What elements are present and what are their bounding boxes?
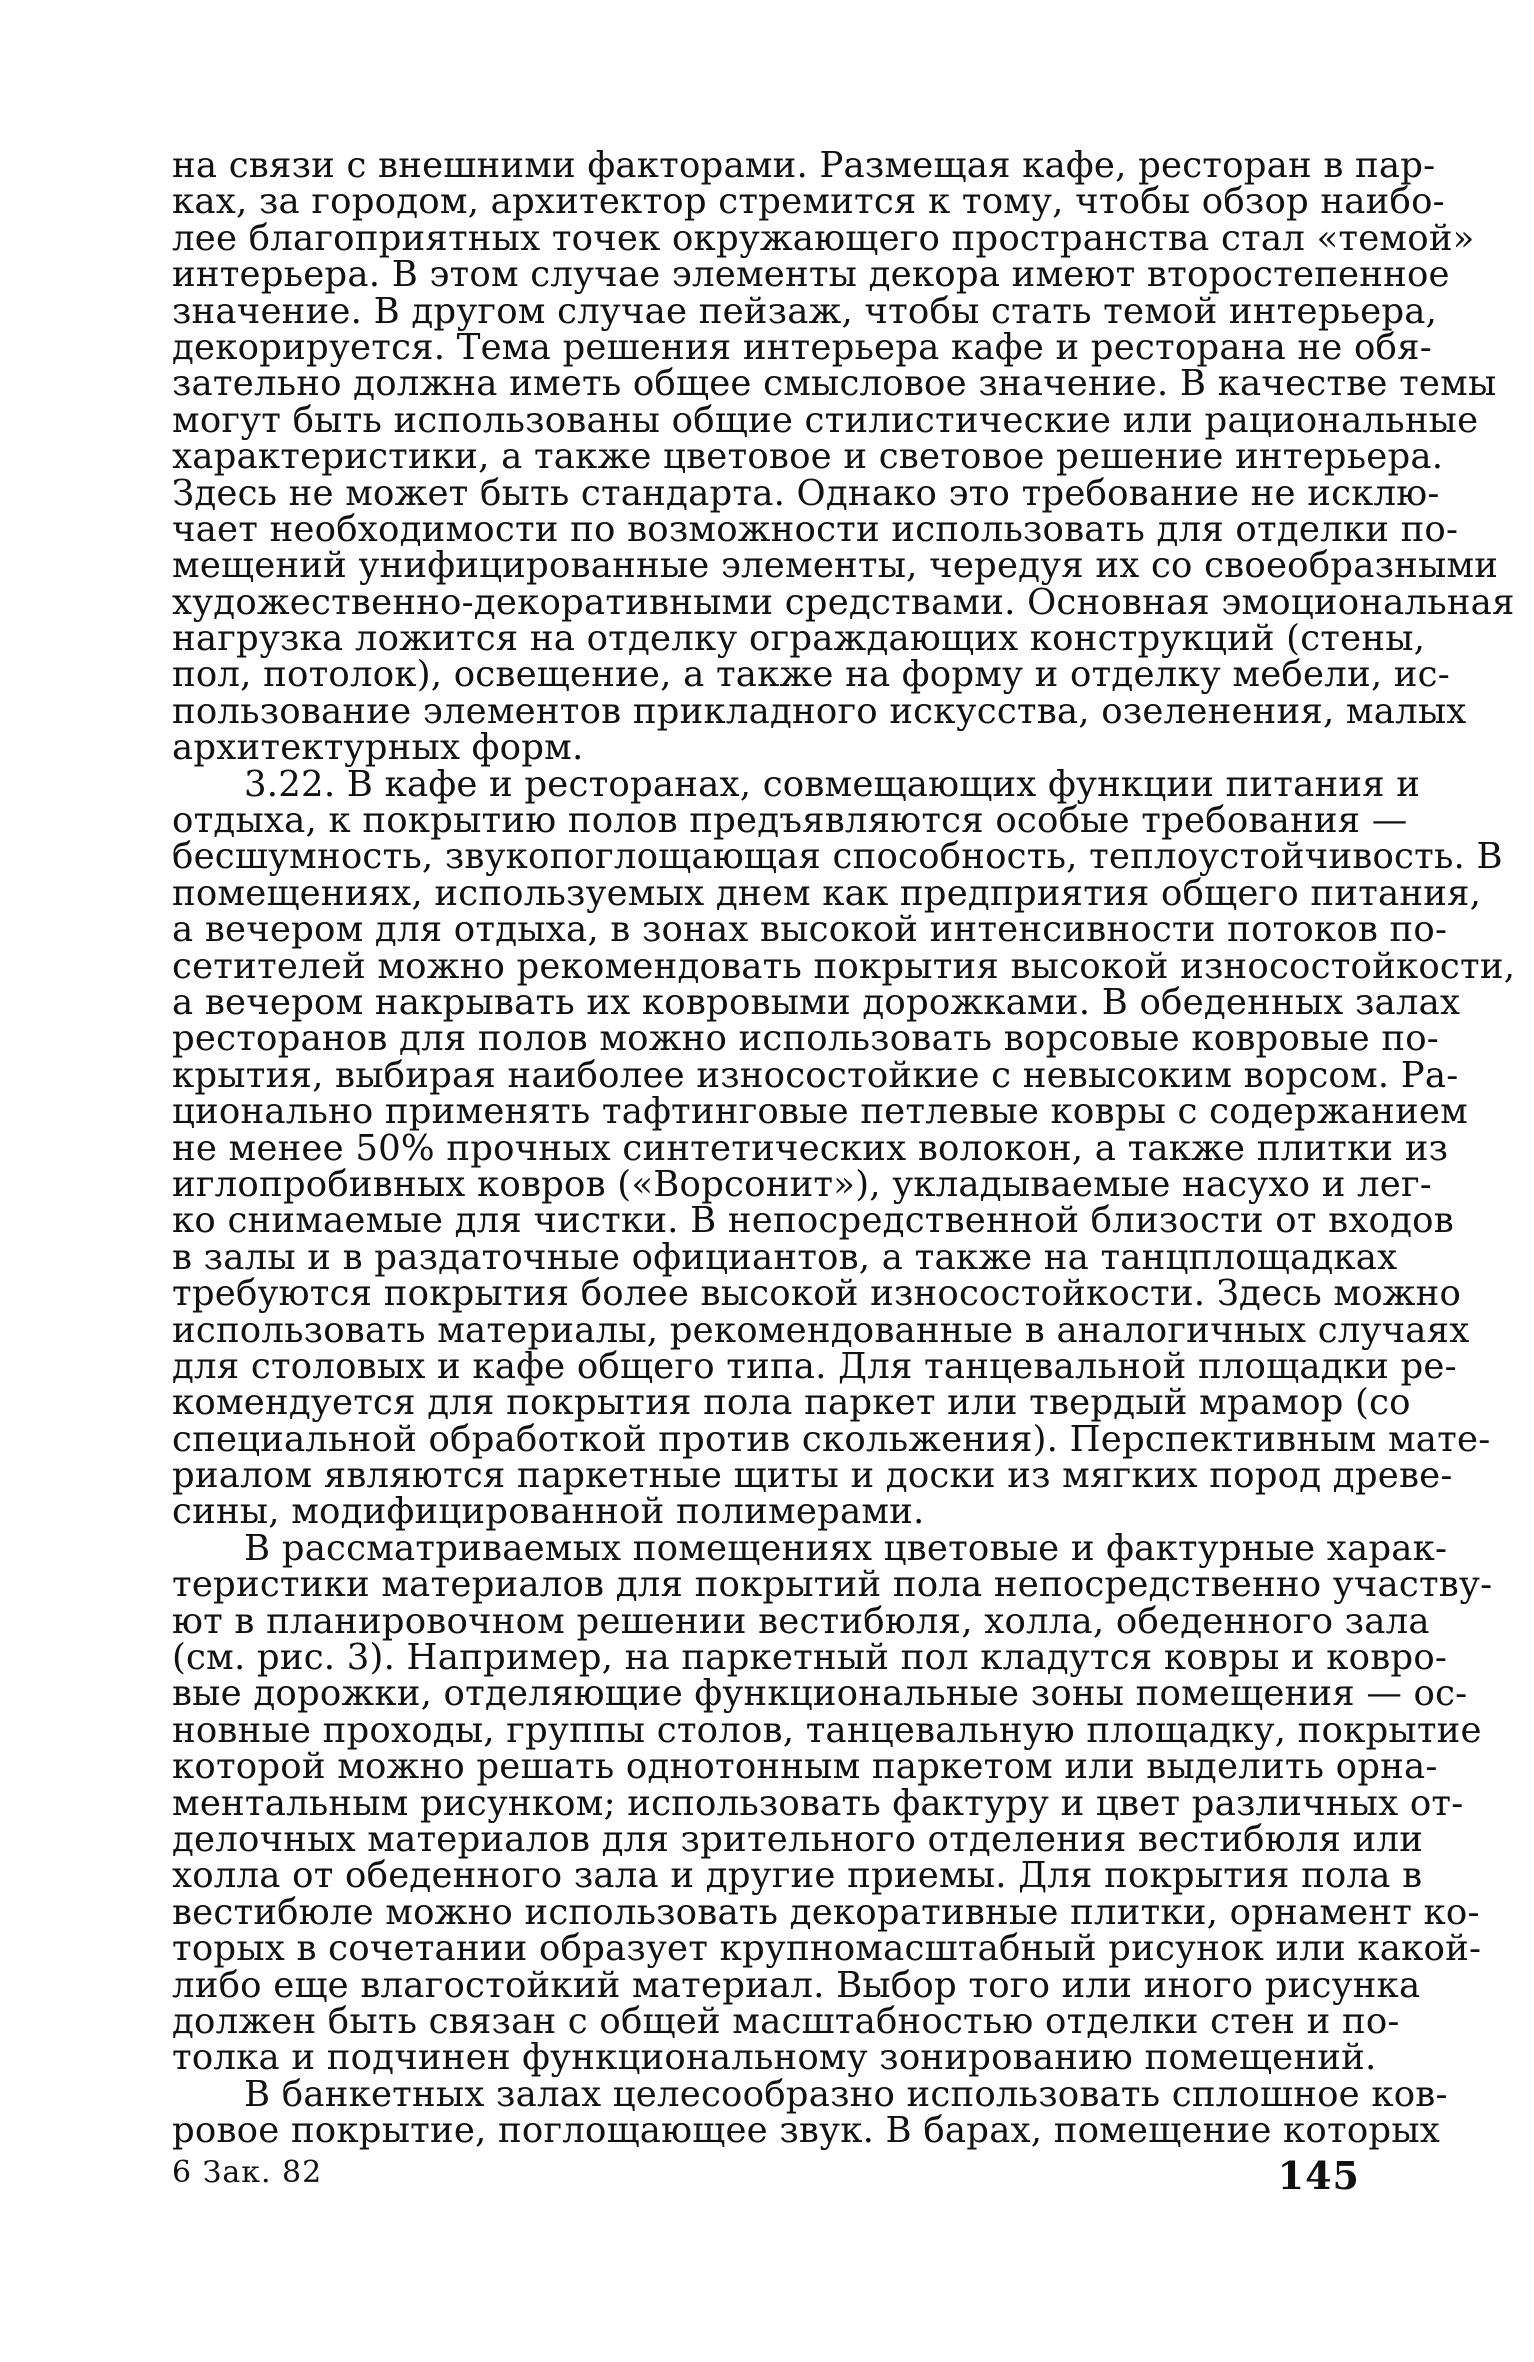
text-line: ках, за городом, архитектор стремится к тому, чтобы обзор наибо- — [172, 181, 1445, 223]
text-line: пользование элементов прикладного искусства, озеленения, малых — [172, 690, 1467, 732]
page-footer — [172, 2155, 1360, 2199]
text-line: лее благоприятных точек окружающего пространства стал «темой» — [172, 217, 1475, 259]
text-line: на связи с внешними факторами. Размещая кафе, ресторан в пар- — [172, 145, 1436, 186]
text-line: холла от обеденного зала и другие приемы. Для покрытия пола в — [172, 1855, 1423, 1897]
text-line: торых в сочетании образует крупномасштабный рисунок или какой- — [172, 1928, 1482, 1970]
text-line: сетителей можно рекомендовать покрытия высокой износостойкости, — [172, 945, 1516, 987]
text-line: которой можно решать однотонным паркетом или выделить орна- — [172, 1746, 1438, 1788]
text-line: специальной обработкой против скольжения). Перспективным мате- — [172, 1418, 1491, 1460]
text-line: пол, потолок), освещение, а также на форму и отделку мебели, ис- — [172, 654, 1450, 696]
text-line: требуются покрытия более высокой износостойкости. Здесь можно — [172, 1273, 1462, 1315]
text-line: художественно-декоративными средствами. Основная эмоциональная — [172, 581, 1515, 623]
text-line: риалом являются паркетные щиты и доски из мягких пород древе- — [172, 1455, 1453, 1497]
text-line: теристики материалов для покрытий пола непосредственно участву- — [172, 1564, 1493, 1606]
text-line: иглопробивных ковров («Ворсонит»), укладываемые насухо и лег- — [172, 1163, 1433, 1205]
text-line: ко снимаемые для чистки. В непосредственной близости от входов — [172, 1200, 1454, 1242]
text-line: использовать материалы, рекомендованные в аналогичных случаях — [172, 1309, 1470, 1351]
text-line: комендуется для покрытия пола паркет или твердый мрамор (со — [172, 1382, 1411, 1424]
text-line: помещениях, используемых днем как предприятия общего питания, — [172, 872, 1482, 914]
text-line: либо еще влагостойкий материал. Выбор того или иного рисунка — [172, 1964, 1421, 2006]
text-line: а вечером для отдыха, в зонах высокой интенсивности потоков по- — [172, 909, 1448, 951]
text-line: интерьера. В этом случае элементы декора имеют второстепенное — [172, 254, 1450, 296]
text-line: архитектурных форм. — [172, 727, 584, 769]
text-line: крытия, выбирая наиболее износостойкие с невысоким ворсом. Ра- — [172, 1054, 1459, 1096]
text-line: вестибюле можно использовать декоративные плитки, орнамент ко- — [172, 1891, 1480, 1933]
printer-signature: 6 Зак. 82 — [172, 2155, 323, 2190]
text-line: делочных материалов для зрительного отделения вестибюля или — [172, 1818, 1424, 1860]
text-line: декорируется. Тема решения интерьера кафе и ресторана не обя- — [172, 326, 1432, 368]
text-line: отдыха, к покрытию полов предъявляются особые требования — — [172, 800, 1408, 842]
text-line: ют в планировочном решении вестибюля, холла, обеденного зала — [172, 1600, 1430, 1642]
text-line: для столовых и кафе общего типа. Для танцевальной площадки ре- — [172, 1345, 1457, 1387]
text-line: ровое покрытие, поглощающее звук. В барах, помещение которых — [172, 2110, 1441, 2152]
text-line: а вечером накрывать их ковровыми дорожками. В обеденных залах — [172, 981, 1461, 1023]
paragraph-first-line: В банкетных залах целесообразно использовать сплошное ков- — [244, 2073, 1448, 2115]
section-3-22-first-line: 3.22. В кафе и ресторанах, совмещающих функции питания и — [244, 763, 1421, 805]
text-line: характеристики, а также цветовое и световое решение интерьера. — [172, 436, 1444, 478]
text-line: новные проходы, группы столов, танцевальную площадку, покрытие — [172, 1709, 1482, 1751]
page-body — [172, 145, 1516, 2152]
text-line: (см. рис. 3). Например, на паркетный пол кладутся ковры и ковро- — [172, 1637, 1448, 1679]
text-line: вые дорожки, отделяющие функциональные зоны помещения — ос- — [172, 1673, 1468, 1715]
text-line: чает необходимости по возможности использовать для отделки по- — [172, 508, 1459, 550]
paragraph-first-line: В рассматриваемых помещениях цветовые и фактурные харак- — [244, 1527, 1448, 1569]
text-line: ционально применять тафтинговые петлевые ковры с содержанием — [172, 1091, 1468, 1133]
text-line: могут быть использованы общие стилистические или рациональные — [172, 399, 1479, 441]
text-line: в залы и в раздаточные официантов, а также на танцплощадках — [172, 1236, 1398, 1278]
text-line: значение. В другом случае пейзаж, чтобы стать темой интерьера, — [172, 290, 1438, 332]
text-line: ментальным рисунком; использовать фактуру и цвет различных от- — [172, 1782, 1464, 1824]
text-line: зательно должна иметь общее смысловое значение. В качестве темы — [172, 363, 1497, 405]
text-line: не менее 50% прочных синтетических волокон, а также плитки из — [172, 1127, 1449, 1169]
text-line: нагрузка ложится на отделку ограждающих конструкций (стены, — [172, 618, 1426, 660]
text-line: Здесь не может быть стандарта. Однако это требование не исклю- — [172, 472, 1440, 514]
text-line: сины, модифицированной полимерами. — [172, 1491, 925, 1533]
text-line: ресторанов для полов можно использовать ворсовые ковровые по- — [172, 1018, 1439, 1060]
text-line: бесшумность, звукопоглощающая способность, теплоустойчивость. В — [172, 836, 1503, 878]
text-line: должен быть связан с общей масштабностью отделки стен и по- — [172, 2000, 1400, 2042]
text-line: толка и подчинен функциональному зонированию помещений. — [172, 2037, 1377, 2079]
page-number: 145 — [1277, 2153, 1360, 2198]
text-line: мещений унифицированные элементы, чередуя их со своеобразными — [172, 545, 1499, 587]
